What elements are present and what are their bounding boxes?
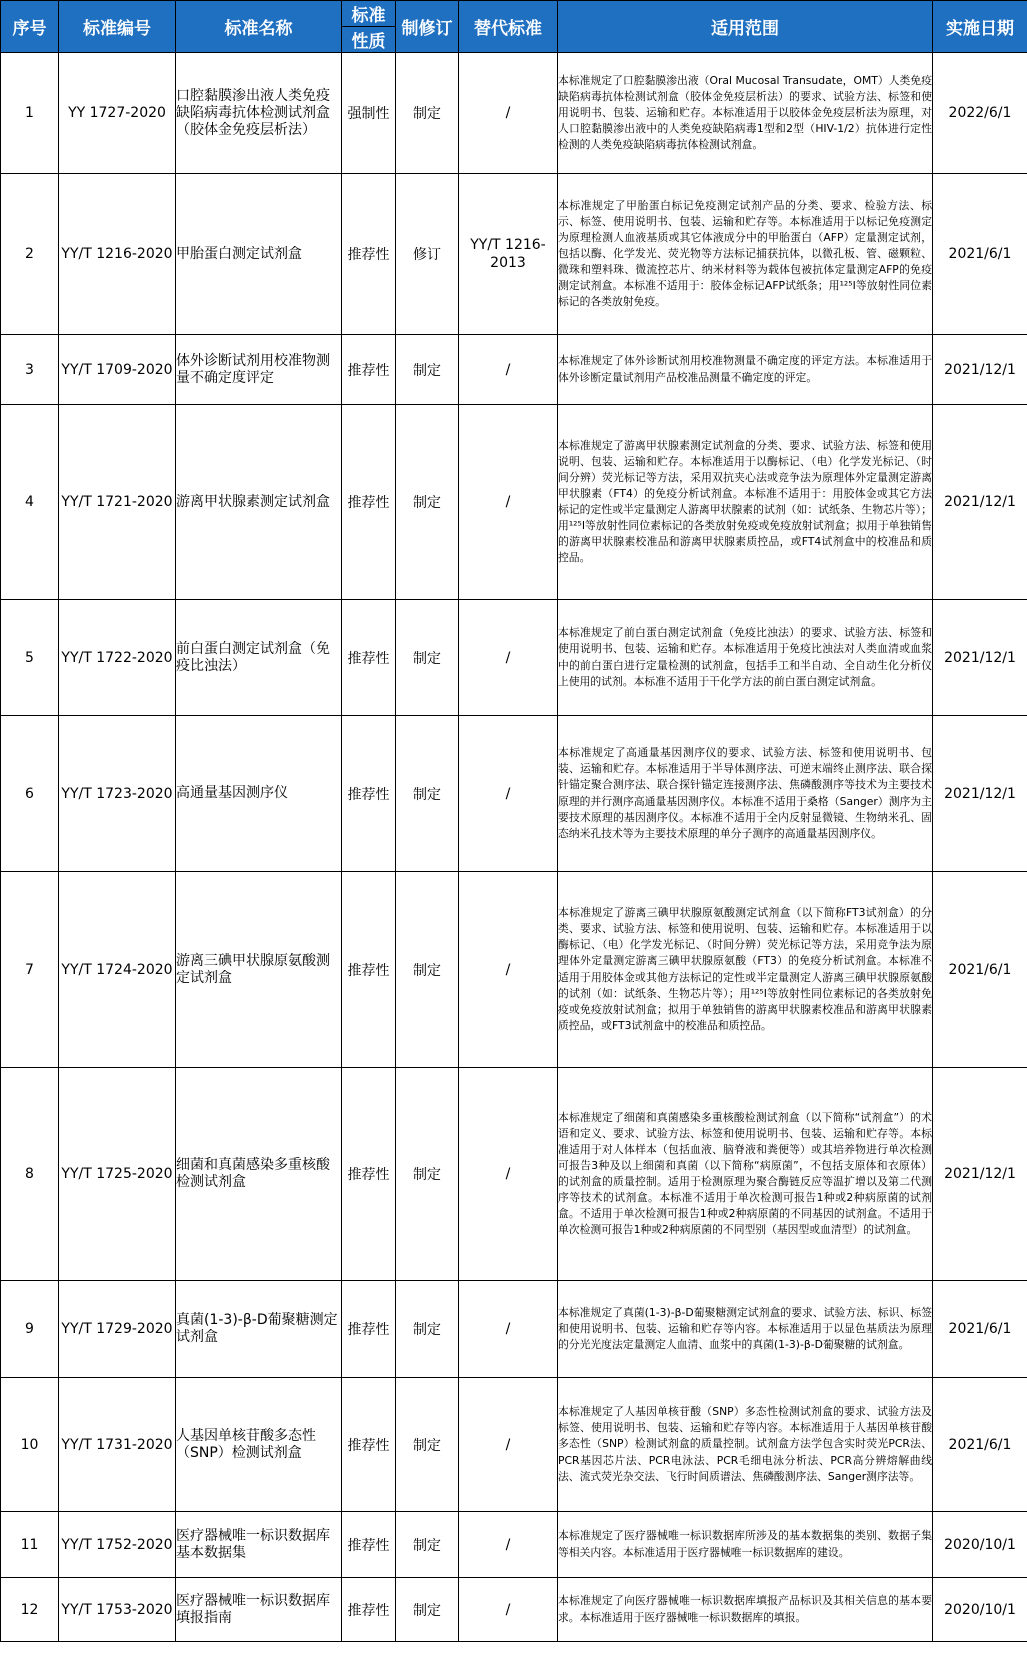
cell-name: 医疗器械唯一标识数据库填报指南 [176, 1578, 342, 1642]
cell-seq: 5 [1, 600, 59, 716]
cell-date: 2021/6/1 [933, 174, 1027, 335]
table-row [1, 1281, 1027, 1378]
table-row [1, 716, 1027, 872]
cell-seq: 11 [1, 1512, 59, 1578]
cell-date: 2021/12/1 [933, 405, 1027, 600]
cell-nature: 推荐性 [342, 1378, 396, 1512]
cell-replaced: / [459, 600, 558, 716]
cell-code: YY/T 1216-2020 [59, 174, 176, 335]
cell-nature: 推荐性 [342, 716, 396, 872]
table-body [1, 53, 1027, 1642]
header-nature-line2: 性质 [342, 27, 396, 53]
cell-scope: 本标准规定了细菌和真菌感染多重核酸检测试剂盒（以下简称“试剂盒”）的术语和定义、要求、试验方法、标签和使用说明书、包装、运输和贮存等。本标准适用于对人体样本（包括血液、脑脊液和粪便等）或其培养物进行单次检测可报告3种及以上细菌和真菌（以下简称“病原菌”，不包括支原体和衣原体）的试剂盒的质量控制。适用于检测原理为聚合酶链反应等温扩增以及第二代测序等技术的试剂盒。本标准不适用于单次检测可报告1种或2种病原菌的试剂盒。不适用于单次检测可报告1种或2种病原菌的不同基因的试剂盒。不适用于单次检测可报告1种或2种病原菌的不同型别（基因型或血清型）的试剂盒。 [558, 1068, 933, 1281]
cell-replaced: / [459, 716, 558, 872]
cell-code: YY/T 1725-2020 [59, 1068, 176, 1281]
cell-date: 2021/12/1 [933, 600, 1027, 716]
table-row [1, 1512, 1027, 1578]
cell-scope: 本标准规定了体外诊断试剂用校准物测量不确定度的评定方法。本标准适用于体外诊断定量试剂用产品校准品测量不确定度的评定。 [558, 335, 933, 405]
cell-scope: 本标准规定了游离甲状腺素测定试剂盒的分类、要求、试验方法、标签和使用说明、包装、运输和贮存。本标准适用于以酶标记、（电）化学发光标记、（时间分辨）荧光标记等方法，采用双抗夹心法或竞争法为原理体外定量测定游离甲状腺素（FT4）的免疫分析试剂盒。本标准不适用于：用胶体金或其它方法标记的定性或半定量测定人游离甲状腺素的试剂（如：试纸条、生物芯片等）；用¹²⁵I等放射性同位素标记的各类放射免疫或免疫放射试剂盒；拟用于单独销售的游离甲状腺素校准品和游离甲状腺素质控品，或FT4试剂盒中的校准品和质控品。 [558, 405, 933, 600]
cell-scope: 本标准规定了向医疗器械唯一标识数据库填报产品标识及其相关信息的基本要求。本标准适用于医疗器械唯一标识数据库的填报。 [558, 1578, 933, 1642]
table-row [1, 1578, 1027, 1642]
cell-seq: 7 [1, 872, 59, 1068]
cell-name: 高通量基因测序仪 [176, 716, 342, 872]
cell-name: 游离甲状腺素测定试剂盒 [176, 405, 342, 600]
header-seq: 序号 [1, 1, 59, 53]
cell-code: YY/T 1753-2020 [59, 1578, 176, 1642]
table-row [1, 600, 1027, 716]
cell-nature: 推荐性 [342, 1281, 396, 1378]
cell-date: 2020/10/1 [933, 1512, 1027, 1578]
cell-seq: 3 [1, 335, 59, 405]
cell-revision: 制定 [396, 53, 459, 174]
cell-replaced: / [459, 1068, 558, 1281]
table-row [1, 405, 1027, 600]
cell-name: 前白蛋白测定试剂盒（免疫比浊法） [176, 600, 342, 716]
table-row [1, 335, 1027, 405]
cell-revision: 制定 [396, 1378, 459, 1512]
cell-name: 甲胎蛋白测定试剂盒 [176, 174, 342, 335]
cell-code: YY/T 1752-2020 [59, 1512, 176, 1578]
cell-seq: 1 [1, 53, 59, 174]
cell-replaced: / [459, 1512, 558, 1578]
cell-nature: 推荐性 [342, 174, 396, 335]
cell-scope: 本标准规定了口腔黏膜渗出液（Oral Mucosal Transudate，OMT）人类免疫缺陷病毒抗体检测试剂盒（胶体金免疫层析法）的要求、试验方法、标签和使用说明书、包装、运输和贮存。本标准适用于以胶体金免疫层析法为原理，对人口腔黏膜渗出液中的人类免疫缺陷病毒1型和2型（HIV-1/2）抗体进行定性检测的人类免疫缺陷病毒抗体检测试剂盒。 [558, 53, 933, 174]
header-date: 实施日期 [933, 1, 1027, 53]
cell-nature: 推荐性 [342, 335, 396, 405]
cell-replaced: / [459, 1378, 558, 1512]
cell-revision: 制定 [396, 1068, 459, 1281]
cell-name: 人基因单核苷酸多态性（SNP）检测试剂盒 [176, 1378, 342, 1512]
table-row [1, 53, 1027, 174]
cell-name: 游离三碘甲状腺原氨酸测定试剂盒 [176, 872, 342, 1068]
cell-nature: 推荐性 [342, 600, 396, 716]
cell-scope: 本标准规定了高通量基因测序仪的要求、试验方法、标签和使用说明书、包装、运输和贮存。本标准适用于半导体测序法、可逆末端终止测序法、联合探针锚定聚合测序法、联合探针锚定连接测序法、焦磷酸测序等技术为主要技术原理的并行测序高通量基因测序仪。本标准不适用于桑格（Sanger）测序为主要技术原理的基因测序仪。本标准不适用于全内反射显微镜、生物纳米孔、固态纳米孔技术等为主要技术原理的单分子测序的高通量基因测序仪。 [558, 716, 933, 872]
cell-replaced: / [459, 1578, 558, 1642]
cell-seq: 4 [1, 405, 59, 600]
cell-name: 体外诊断试剂用校准物测量不确定度评定 [176, 335, 342, 405]
cell-name: 真菌(1-3)-β-D葡聚糖测定试剂盒 [176, 1281, 342, 1378]
cell-code: YY/T 1731-2020 [59, 1378, 176, 1512]
cell-revision: 制定 [396, 405, 459, 600]
cell-name: 医疗器械唯一标识数据库基本数据集 [176, 1512, 342, 1578]
cell-seq: 12 [1, 1578, 59, 1642]
cell-date: 2020/10/1 [933, 1578, 1027, 1642]
cell-nature: 推荐性 [342, 1512, 396, 1578]
cell-nature: 推荐性 [342, 1578, 396, 1642]
cell-nature: 推荐性 [342, 405, 396, 600]
cell-code: YY/T 1709-2020 [59, 335, 176, 405]
cell-seq: 2 [1, 174, 59, 335]
cell-seq: 9 [1, 1281, 59, 1378]
table-row [1, 174, 1027, 335]
cell-revision: 制定 [396, 1281, 459, 1378]
header-nature-line1: 标准 [342, 1, 396, 27]
cell-code: YY/T 1729-2020 [59, 1281, 176, 1378]
cell-revision: 修订 [396, 174, 459, 335]
cell-nature: 推荐性 [342, 872, 396, 1068]
cell-name: 口腔黏膜渗出液人类免疫缺陷病毒抗体检测试剂盒（胶体金免疫层析法） [176, 53, 342, 174]
cell-scope: 本标准规定了医疗器械唯一标识数据库所涉及的基本数据集的类别、数据子集等相关内容。本标准适用于医疗器械唯一标识数据库的建设。 [558, 1512, 933, 1578]
cell-code: YY/T 1724-2020 [59, 872, 176, 1068]
cell-revision: 制定 [396, 1512, 459, 1578]
cell-seq: 10 [1, 1378, 59, 1512]
cell-seq: 6 [1, 716, 59, 872]
table-row [1, 1068, 1027, 1281]
cell-code: YY/T 1722-2020 [59, 600, 176, 716]
cell-seq: 8 [1, 1068, 59, 1281]
cell-date: 2021/12/1 [933, 1068, 1027, 1281]
table-header [1, 1, 1027, 53]
cell-replaced: / [459, 405, 558, 600]
table-row [1, 1378, 1027, 1512]
cell-replaced: / [459, 53, 558, 174]
cell-revision: 制定 [396, 716, 459, 872]
cell-revision: 制定 [396, 872, 459, 1068]
cell-code: YY/T 1723-2020 [59, 716, 176, 872]
table-row [1, 872, 1027, 1068]
header-revision: 制修订 [396, 1, 459, 53]
cell-scope: 本标准规定了甲胎蛋白标记免疫测定试剂产品的分类、要求、检验方法、标示、标签、使用说明书、包装、运输和贮存等。本标准适用于以标记免疫测定为原理检测人血液基质或其它体液成分中的甲胎蛋白（AFP）定量测定试剂，包括以酶、化学发光、荧光物等方法标记捕获抗体，以微孔板、管、磁颗粒、微珠和塑料珠、微流控芯片、纳米材料等为载体包被抗体定量测定AFP的免疫测定试剂盒。本标准不适用于：胶体金标记AFP试纸条；用¹²⁵I等放射性同位素标记的各类放射免疫。 [558, 174, 933, 335]
cell-date: 2022/6/1 [933, 53, 1027, 174]
cell-revision: 制定 [396, 600, 459, 716]
cell-nature: 强制性 [342, 53, 396, 174]
cell-replaced: YY/T 1216-2013 [459, 174, 558, 335]
cell-replaced: / [459, 335, 558, 405]
cell-scope: 本标准规定了人基因单核苷酸（SNP）多态性检测试剂盒的要求、试验方法及标签、使用说明书、包装、运输和贮存等内容。本标准适用于人基因单核苷酸多态性（SNP）检测试剂盒的质量控制。试剂盒方法学包含实时荧光PCR法、PCR基因芯片法、PCR电泳法、PCR毛细电泳分析法、PCR高分辨熔解曲线法、流式荧光杂交法、飞行时间质谱法、焦磷酸测序法、Sanger测序法等。 [558, 1378, 933, 1512]
cell-date: 2021/6/1 [933, 872, 1027, 1068]
cell-date: 2021/6/1 [933, 1378, 1027, 1512]
cell-date: 2021/12/1 [933, 335, 1027, 405]
cell-code: YY/T 1721-2020 [59, 405, 176, 600]
header-scope: 适用范围 [558, 1, 933, 53]
cell-revision: 制定 [396, 335, 459, 405]
header-code: 标准编号 [59, 1, 176, 53]
cell-code: YY 1727-2020 [59, 53, 176, 174]
cell-revision: 制定 [396, 1578, 459, 1642]
header-name: 标准名称 [176, 1, 342, 53]
cell-scope: 本标准规定了游离三碘甲状腺原氨酸测定试剂盒（以下简称FT3试剂盒）的分类、要求、试验方法、标签和使用说明、包装、运输和贮存。本标准适用于以酶标记、（电）化学发光标记、（时间分辨）荧光标记等方法，采用竞争法为原理体外定量测定游离三碘甲状腺原氨酸（FT3）的免疫分析试剂盒。本标准不适用于用胶体金或其他方法标记的定性或半定量测定人游离三碘甲状腺原氨酸的试剂（如：试纸条、生物芯片等）；用¹²⁵I等放射性同位素标记的各类放射免疫或免疫放射试剂盒；拟用于单独销售的游离甲状腺素校准品和游离甲状腺素质控品，或FT3试剂盒中的校准品和质控品。 [558, 872, 933, 1068]
cell-scope: 本标准规定了前白蛋白测定试剂盒（免疫比浊法）的要求、试验方法、标签和使用说明书、包装、运输和贮存。本标准适用于免疫比浊法对人类血清或血浆中的前白蛋白进行定量检测的试剂盒，包括手工和半自动、全自动生化分析仪上使用的试剂。本标准不适用于干化学方法的前白蛋白测定试剂盒。 [558, 600, 933, 716]
cell-replaced: / [459, 872, 558, 1068]
cell-name: 细菌和真菌感染多重核酸检测试剂盒 [176, 1068, 342, 1281]
cell-date: 2021/12/1 [933, 716, 1027, 872]
cell-scope: 本标准规定了真菌(1-3)-β-D葡聚糖测定试剂盒的要求、试验方法、标识、标签和使用说明书、包装、运输和贮存等内容。本标准适用于以显色基质法为原理的分光光度法定量测定人血清、血浆中的真菌(1-3)-β-D葡聚糖的试剂盒。 [558, 1281, 933, 1378]
header-replaced: 替代标准 [459, 1, 558, 53]
cell-replaced: / [459, 1281, 558, 1378]
cell-nature: 推荐性 [342, 1068, 396, 1281]
cell-date: 2021/6/1 [933, 1281, 1027, 1378]
